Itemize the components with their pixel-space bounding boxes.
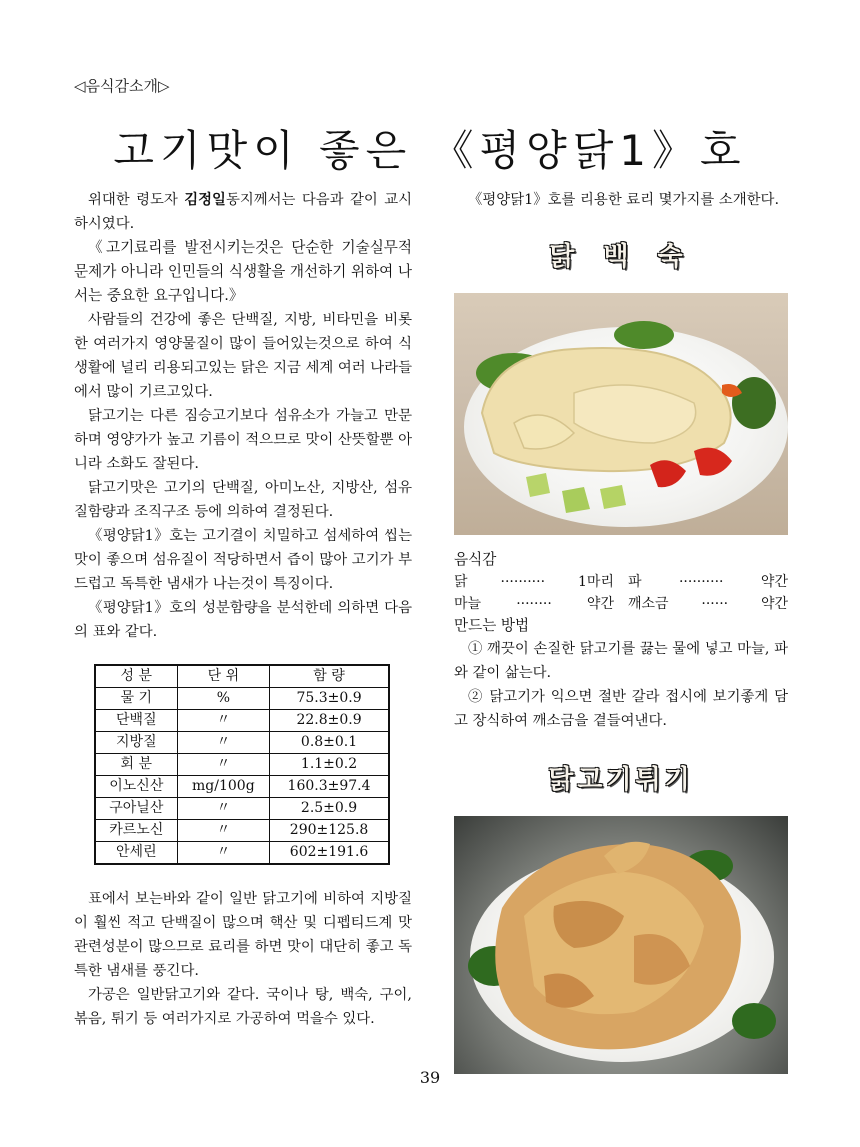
table-cell: 75.3±0.9	[270, 688, 389, 710]
method-step-2: ② 닭고기가 익으면 절반 갈라 접시에 보기좋게 담고 장식하여 깨소금을 곁들여낸다.	[454, 689, 788, 729]
section-tag: ◁음식감소개▷	[74, 77, 170, 95]
table-cell: 2.5±0.9	[270, 798, 389, 820]
table-cell: 〃	[177, 842, 269, 865]
table-cell: 〃	[177, 710, 269, 732]
page-number: 39	[419, 1068, 441, 1087]
table-cell: 160.3±97.4	[270, 776, 389, 798]
fried-chicken-photo	[454, 816, 788, 1074]
ingredient-dots: ········	[516, 596, 552, 612]
table-cell: 〃	[177, 732, 269, 754]
table-cell: 〃	[177, 820, 269, 842]
leader-name: 김정일	[184, 192, 226, 208]
ingredient-amount: 1마리	[578, 574, 614, 590]
table-cell: 안세린	[95, 842, 177, 865]
table-header-cell: 성 분	[95, 665, 177, 688]
ingredient-row	[454, 571, 788, 593]
intro-paragraph	[74, 188, 412, 236]
table-body	[95, 688, 389, 865]
table-row	[95, 842, 389, 865]
ingredient-amount: 약간	[586, 596, 614, 612]
table-cell: 〃	[177, 798, 269, 820]
ingredient-item	[454, 593, 614, 615]
paragraph-5: 《평양닭1》호의 성분함량을 분석한데 의하면 다음의 표와 같다.	[74, 600, 412, 640]
table-header-row	[95, 665, 389, 688]
ingredient-name: 닭	[454, 574, 468, 590]
paragraph-2: 닭고기는 다른 짐승고기보다 섬유소가 가늘고 만문하며 영양가가 높고 기름이 적으므로 맛이 산뜻할뿐 아니라 소화도 잘된다.	[74, 408, 412, 472]
boiled-chicken-photo	[454, 293, 788, 535]
table-row	[95, 732, 389, 754]
ingredient-amount: 약간	[760, 596, 788, 612]
paragraph-7: 가공은 일반닭고기와 같다. 국이나 탕, 백숙, 구이, 볶음, 튀기 등 여러가지로 가공하여 먹을수 있다.	[74, 987, 412, 1027]
method-label: 만드는 방법	[454, 617, 530, 634]
table-row	[95, 776, 389, 798]
table-cell: mg/100g	[177, 776, 269, 798]
table-cell: 회 분	[95, 754, 177, 776]
table-row	[95, 754, 389, 776]
table-cell: 0.8±0.1	[270, 732, 389, 754]
right-column	[454, 188, 788, 1074]
ingredient-name: 파	[628, 574, 642, 590]
ingredient-item	[628, 571, 788, 593]
table-cell: 카르노신	[95, 820, 177, 842]
table-header-cell: 함 량	[270, 665, 389, 688]
table-row	[95, 798, 389, 820]
ingredient-name: 마늘	[454, 596, 482, 612]
paragraph-4: 《평양닭1》호는 고기결이 치밀하고 섬세하여 씹는 맛이 좋으며 섬유질이 적당하면서 즙이 많아 고기가 부드럽고 독특한 냄새가 나는것이 특징이다.	[74, 528, 412, 592]
table-cell: 구아닐산	[95, 798, 177, 820]
table-row	[95, 688, 389, 710]
ingredient-dots: ······	[701, 596, 729, 612]
ingredient-item	[454, 571, 614, 593]
paragraph-1: 사람들의 건강에 좋은 단백질, 지방, 비타민을 비롯한 여러가지 영양물질이 많이 들어있는것으로 하여 식생활에 널리 리용되고있는 닭은 지금 세계 여러 나라들에서 많이 기르고있다.	[74, 312, 412, 400]
paragraph-6: 표에서 보는바와 같이 일반 닭고기에 비하여 지방질이 훨씬 적고 단백질이 많으며 핵산 및 디펩티드계 맛관련성분이 많으므로 료리를 하면 맛이 대단히 좋고 독특한 냄새를 풍긴다.	[74, 891, 412, 979]
ingredients-section	[454, 549, 788, 733]
table-header-cell: 단 위	[177, 665, 269, 688]
ingredient-item	[628, 593, 788, 615]
intro-pre: 위대한 령도자	[88, 192, 185, 208]
table-row	[95, 710, 389, 732]
table-cell: 1.1±0.2	[270, 754, 389, 776]
table-cell: 이노신산	[95, 776, 177, 798]
method-step-1: ① 깨끗이 손질한 닭고기를 끓는 물에 넣고 마늘, 파와 같이 삶는다.	[454, 641, 788, 681]
ingredient-amount: 약간	[760, 574, 788, 590]
intro-post: 동지께서는 다음과 같이 교시하시였다.	[74, 192, 412, 232]
table-cell: %	[177, 688, 269, 710]
composition-table	[94, 664, 390, 865]
ingredients-label: 음식감	[454, 551, 497, 568]
ingredient-dots: ··········	[500, 574, 546, 590]
dish2-title: 닭고기튀기	[548, 765, 694, 795]
table-cell: 지방질	[95, 732, 177, 754]
table-cell: 물 기	[95, 688, 177, 710]
quote-paragraph: 《고기료리를 발전시키는것은 단순한 기술실무적문제가 아니라 인민들의 식생활을 개선하기 위하여 나서는 중요한 요구입니다.》	[74, 239, 412, 304]
ingredient-dots: ··········	[678, 574, 724, 590]
table-cell: 〃	[177, 754, 269, 776]
table-cell: 602±191.6	[270, 842, 389, 865]
left-column	[74, 188, 412, 1031]
table-row	[95, 820, 389, 842]
table-cell: 22.8±0.9	[270, 710, 389, 732]
ingredient-name: 깨소금	[628, 596, 669, 612]
table-cell: 290±125.8	[270, 820, 389, 842]
paragraph-3: 닭고기맛은 고기의 단백질, 아미노산, 지방산, 섬유질함량과 조직구조 등에 의하여 결정된다.	[74, 480, 412, 520]
dishes-intro: 《평양닭1》호를 리용한 료리 몇가지를 소개한다.	[468, 192, 780, 208]
ingredient-row	[454, 593, 788, 615]
page-title: 고기맛이 좋은 《평양닭1》호	[113, 126, 747, 175]
table-cell: 단백질	[95, 710, 177, 732]
dish1-title: 닭 백 숙	[549, 242, 693, 272]
